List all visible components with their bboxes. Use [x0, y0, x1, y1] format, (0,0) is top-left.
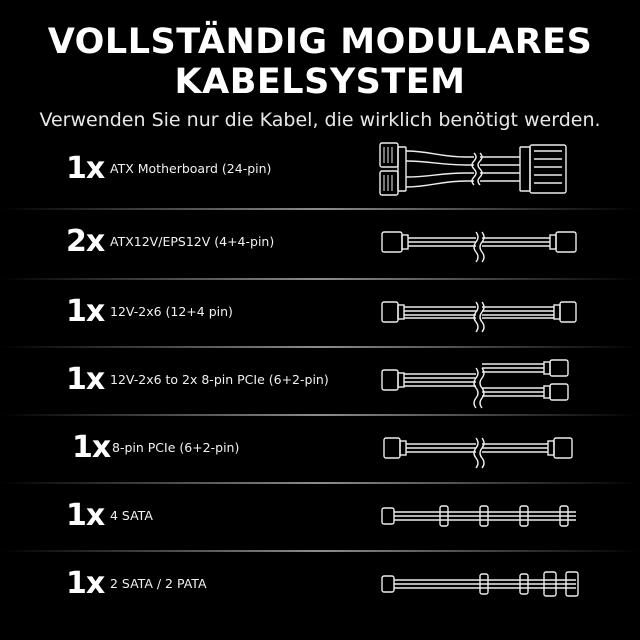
- row-divider: [0, 482, 640, 484]
- eps-cable-icon: [370, 212, 590, 272]
- subtitle: Verwenden Sie nur die Kabel, die wirklich benötigt werden.: [39, 109, 601, 131]
- 12v-2x6-cable-icon: [370, 282, 590, 342]
- cable-qty: 1x: [66, 498, 105, 533]
- sata-cable-icon: [370, 486, 590, 546]
- cable-row-atx: [0, 139, 640, 199]
- row-divider: [0, 278, 640, 280]
- sata-pata-cable-icon: [370, 554, 590, 614]
- cable-qty: 2x: [66, 224, 105, 259]
- cable-label: ATX12V/EPS12V (4+4-pin): [110, 234, 275, 249]
- cable-label: 8-pin PCIe (6+2-pin): [112, 440, 240, 455]
- cable-label: 12V-2x6 to 2x 8-pin PCIe (6+2-pin): [110, 372, 329, 387]
- cable-qty: 1x: [66, 566, 105, 601]
- cable-row-sata-pata: [0, 554, 640, 614]
- cable-label: 4 SATA: [110, 508, 153, 523]
- pcie-cable-icon: [370, 418, 590, 478]
- page-title: [0, 22, 640, 102]
- atx-24pin-cable-icon: [370, 139, 590, 199]
- cable-label: 2 SATA / 2 PATA: [110, 576, 207, 591]
- cable-row-sata: [0, 486, 640, 546]
- cable-row-pcie: [0, 418, 640, 478]
- cable-label: 12V-2x6 (12+4 pin): [110, 304, 233, 319]
- cable-row-eps: [0, 212, 640, 272]
- row-divider: [0, 346, 640, 348]
- cable-qty: 1x: [66, 294, 105, 329]
- cable-qty: 1x: [72, 430, 111, 465]
- row-divider: [0, 414, 640, 416]
- title-line-1: VOLLSTÄNDIG MODULARES: [47, 22, 593, 62]
- cable-row-12v2x6-split: [0, 350, 640, 410]
- 12v-2x6-to-pcie-cable-icon: [370, 350, 590, 410]
- row-divider: [0, 550, 640, 552]
- cable-qty: 1x: [66, 362, 105, 397]
- cable-row-12v2x6: [0, 282, 640, 342]
- title-line-2: KABELSYSTEM: [174, 62, 466, 102]
- row-divider: [0, 208, 640, 210]
- cable-label: ATX Motherboard (24-pin): [110, 161, 272, 176]
- cable-qty: 1x: [66, 151, 105, 186]
